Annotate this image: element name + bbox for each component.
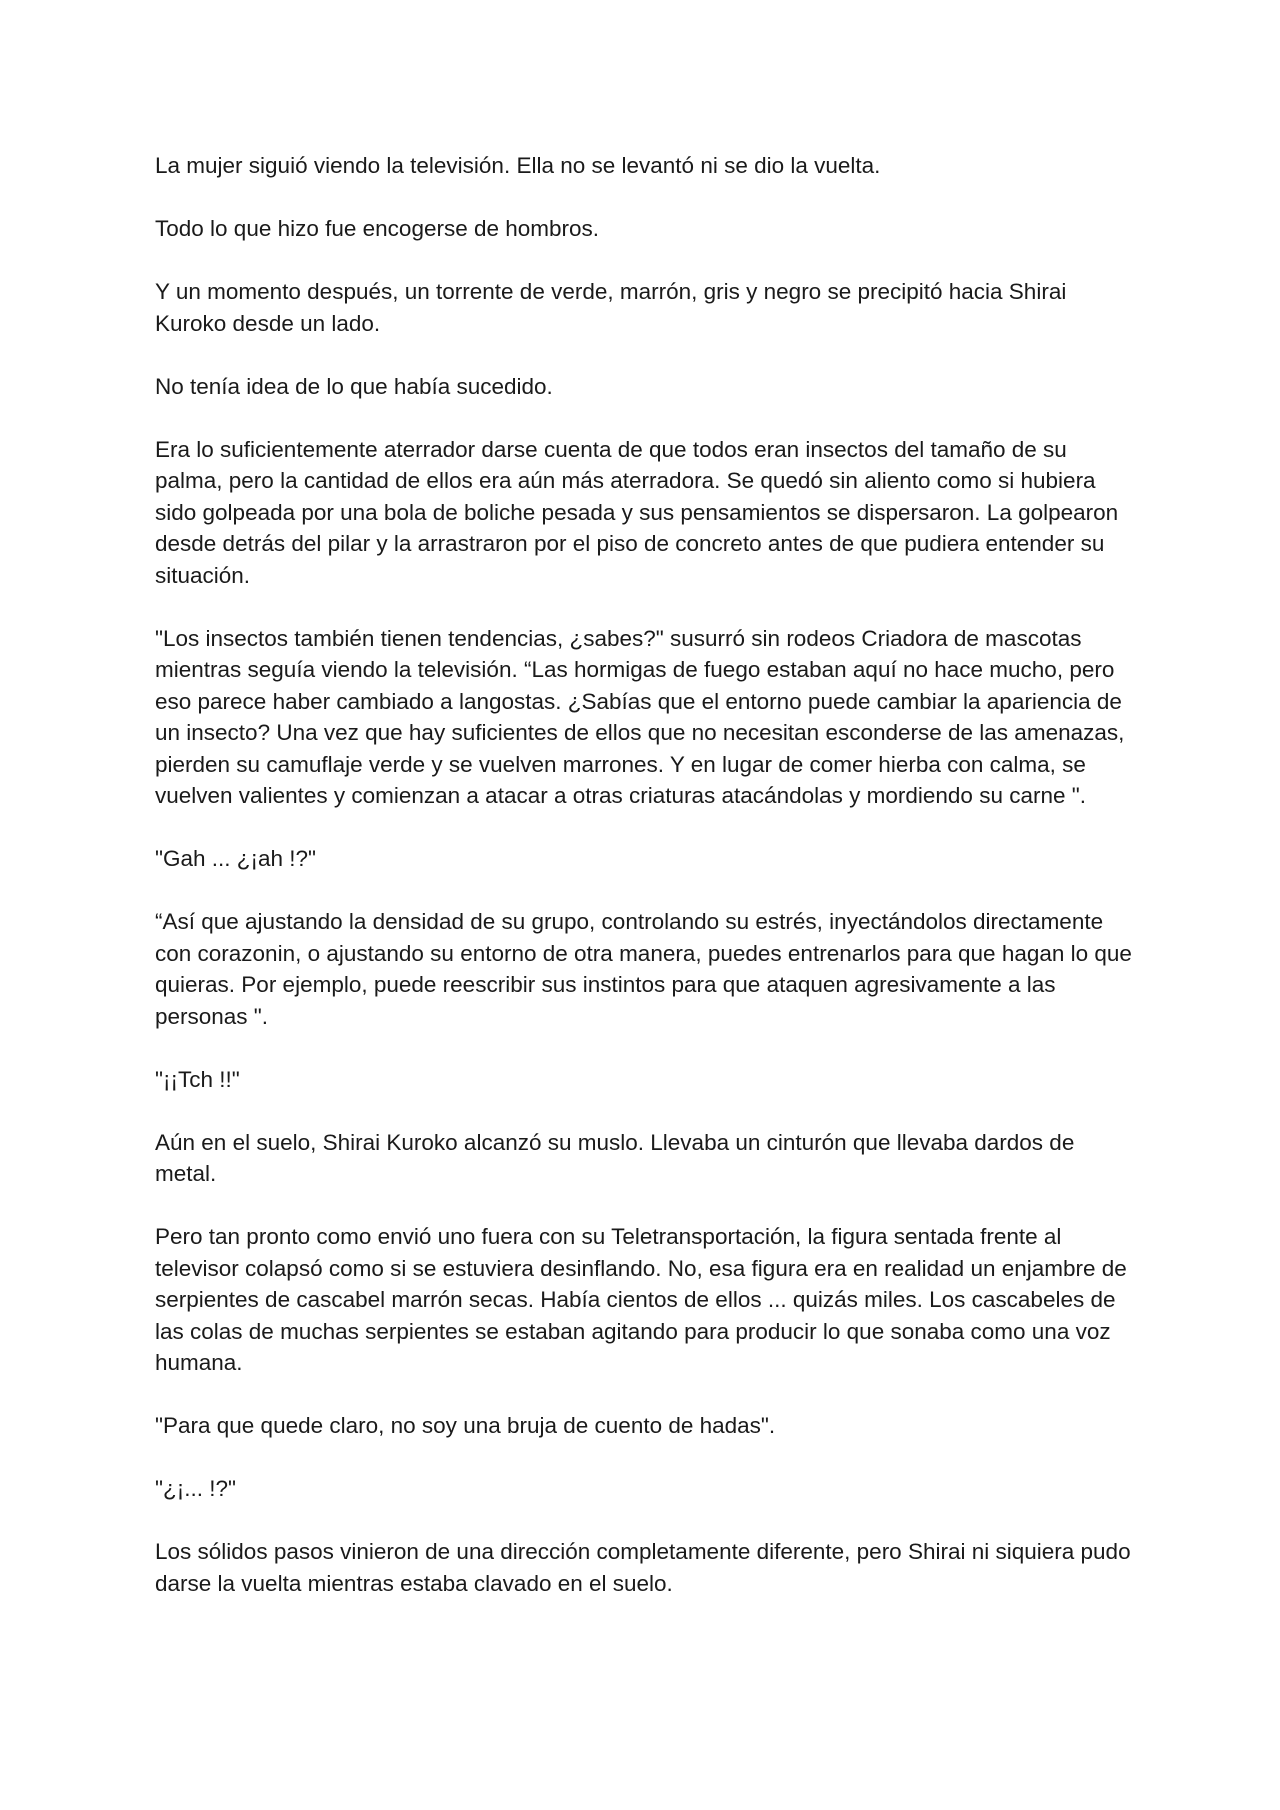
paragraph: "Para que quede claro, no soy una bruja de cuento de hadas". [155,1413,776,1438]
paragraph: "¡¡Tch !!" [155,1066,240,1092]
paragraph: Los sólidos pasos vinieron de una dirección completamente diferente, pero Shirai ni siquiera pudo darse la vuelta mientras estaba clavado en el suelo. [155,1539,1131,1596]
paragraph: "Gah ... ¿¡ah !?" [155,846,317,871]
paragraph: Era lo suficientemente aterrador darse cuenta de que todos eran insectos del tamaño de su palma, pero la cantidad de ellos era aún más aterradora. Se quedó sin aliento como si hubiera sido golpeada por una bola de boliche pesada y sus pensamientos se dispersaron. La golpearon desde detrás del pilar y la arrastraron por el piso de concreto antes de que pudiera entender su situación. [155,436,1119,588]
paragraph: Aún en el suelo, Shirai Kuroko alcanzó su muslo. Llevaba un cinturón que llevaba dardos de metal. [155,1129,1075,1186]
paragraph: "Los insectos también tienen tendencias, ¿sabes?" susurró sin rodeos Criadora de mascotas mientras seguía viendo la televisión. “Las hormigas de fuego estaban aquí no hace mucho, pero eso parece haber cambiado a langostas. ¿Sabías que el entorno puede cambiar la apariencia de un insecto? Una vez que hay suficientes de ellos que no necesitan esconderse de las amenazas, pierden su camuflaje verde y se vuelven marrones. Y en lugar de comer hierba con calma, se vuelven valientes y comienzan a atacar a otras criaturas atacándolas y mordiendo su carne ". [155,625,1125,808]
document-body [155,150,1135,1631]
paragraph: Pero tan pronto como envió uno fuera con su Teletransportación, la figura sentada frente al televisor colapsó como si se estuviera desinflando. No, esa figura era en realidad un enjambre de serpientes de cascabel marrón secas. Había cientos de ellos ... quizás miles. Los cascabeles de las colas de muchas serpientes se estaban agitando para producir lo que sonaba como una voz humana. [155,1224,1127,1375]
paragraph: No tenía idea de lo que había sucedido. [155,373,553,399]
paragraph: La mujer siguió viendo la televisión. Ella no se levantó ni se dio la vuelta. [155,153,881,178]
paragraph: Y un momento después, un torrente de verde, marrón, gris y negro se precipitó hacia Shirai Kuroko desde un lado. [155,279,1067,336]
paragraph: "¿¡... !?" [155,1476,236,1501]
paragraph: “Así que ajustando la densidad de su grupo, controlando su estrés, inyectándolos directamente con corazonin, o ajustando su entorno de otra manera, puedes entrenarlos para que hagan lo que quieras. Por ejemplo, puede reescribir sus instintos para que ataquen agresivamente a las personas ". [155,909,1132,1029]
paragraph: Todo lo que hizo fue encogerse de hombros. [155,216,600,241]
